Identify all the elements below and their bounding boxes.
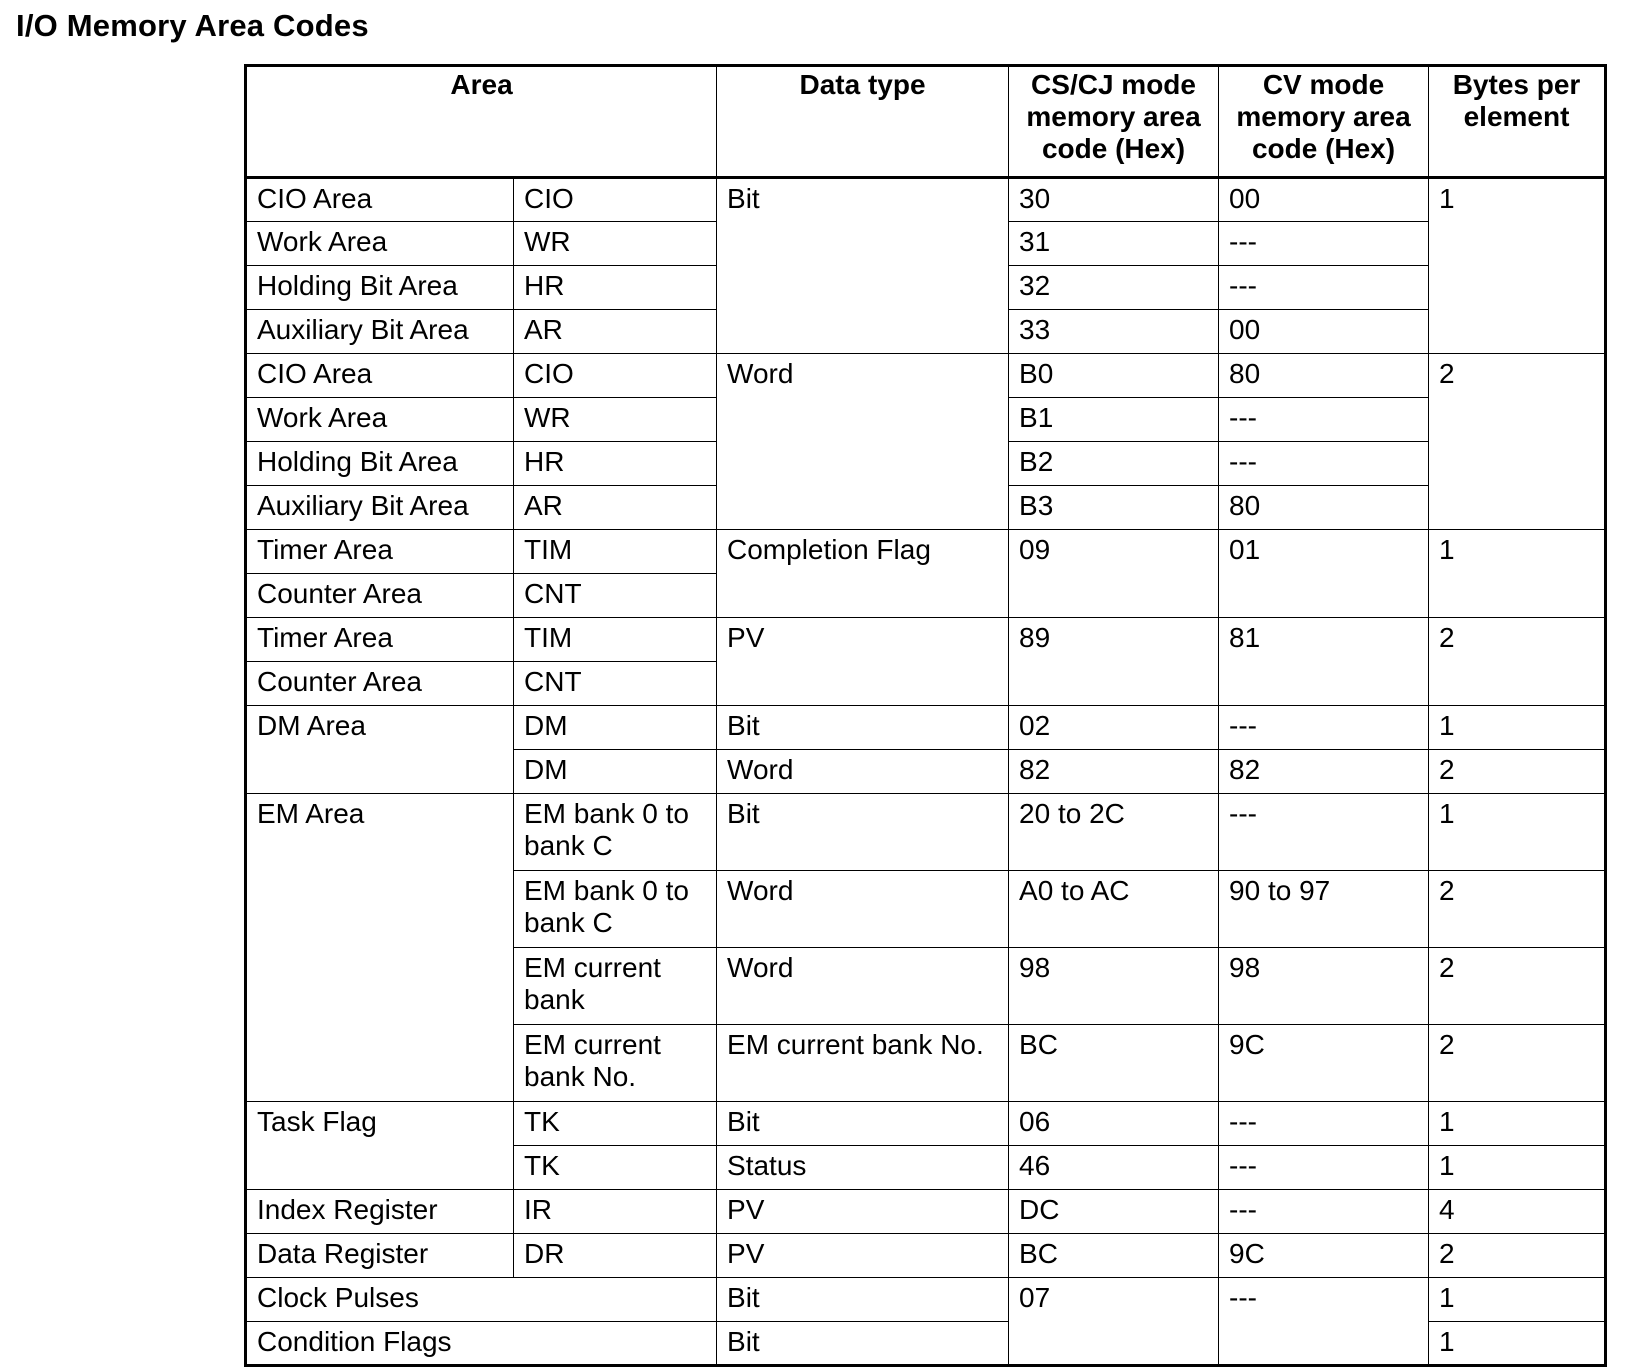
cv-code-cell: --- xyxy=(1219,398,1429,442)
cv-code-cell: 00 xyxy=(1219,178,1429,222)
table-row xyxy=(246,1190,1606,1234)
table-row xyxy=(246,1278,1606,1322)
area-cell: Holding Bit Area xyxy=(246,442,514,486)
abbr-cell: TK xyxy=(514,1102,717,1146)
bytes-cell: 1 xyxy=(1429,178,1606,354)
page-title: I/O Memory Area Codes xyxy=(16,8,369,43)
abbr-cell: CNT xyxy=(514,662,717,706)
bytes-cell: 1 xyxy=(1429,1322,1606,1366)
area-cell: Counter Area xyxy=(246,574,514,618)
bytes-cell: 2 xyxy=(1429,1234,1606,1278)
area-cell: Auxiliary Bit Area xyxy=(246,486,514,530)
bytes-cell: 2 xyxy=(1429,618,1606,706)
abbr-cell: EM bank 0 to bank C xyxy=(514,871,717,948)
abbr-cell: IR xyxy=(514,1190,717,1234)
abbr-cell: EM current bank No. xyxy=(514,1025,717,1102)
cscj-code-cell: 46 xyxy=(1009,1146,1219,1190)
bytes-cell: 1 xyxy=(1429,1102,1606,1146)
area-cell: Auxiliary Bit Area xyxy=(246,310,514,354)
cscj-code-cell: 31 xyxy=(1009,222,1219,266)
header-data-type: Data type xyxy=(717,66,1009,178)
abbr-cell: EM current bank xyxy=(514,948,717,1025)
cv-code-cell: 80 xyxy=(1219,486,1429,530)
memory-area-codes-table xyxy=(244,64,1607,1367)
bytes-cell: 1 xyxy=(1429,1146,1606,1190)
header-row xyxy=(246,66,1606,178)
abbr-cell: WR xyxy=(514,222,717,266)
abbr-cell: HR xyxy=(514,266,717,310)
cscj-code-cell: 02 xyxy=(1009,706,1219,750)
cscj-code-cell: A0 to AC xyxy=(1009,871,1219,948)
cv-code-cell: --- xyxy=(1219,1190,1429,1234)
header-area: Area xyxy=(246,66,717,178)
cscj-code-cell: B2 xyxy=(1009,442,1219,486)
data-type-cell: Word xyxy=(717,750,1009,794)
cscj-code-cell: 82 xyxy=(1009,750,1219,794)
abbr-cell: DM xyxy=(514,706,717,750)
header-cv-code: CV mode memory area code (Hex) xyxy=(1219,66,1429,178)
data-type-cell: Bit xyxy=(717,794,1009,871)
data-type-cell: Bit xyxy=(717,178,1009,354)
data-type-cell: PV xyxy=(717,1190,1009,1234)
cv-code-cell: --- xyxy=(1219,1278,1429,1366)
area-cell: Condition Flags xyxy=(246,1322,717,1366)
abbr-cell: EM bank 0 to bank C xyxy=(514,794,717,871)
area-cell: Timer Area xyxy=(246,618,514,662)
bytes-cell: 1 xyxy=(1429,706,1606,750)
cv-code-cell: --- xyxy=(1219,1102,1429,1146)
area-cell: CIO Area xyxy=(246,354,514,398)
cv-code-cell: --- xyxy=(1219,442,1429,486)
cscj-code-cell: 98 xyxy=(1009,948,1219,1025)
abbr-cell: CIO xyxy=(514,354,717,398)
cscj-code-cell: 09 xyxy=(1009,530,1219,618)
abbr-cell: DR xyxy=(514,1234,717,1278)
area-cell: Work Area xyxy=(246,222,514,266)
cv-code-cell: 81 xyxy=(1219,618,1429,706)
data-type-cell: Bit xyxy=(717,1322,1009,1366)
data-type-cell: Status xyxy=(717,1146,1009,1190)
bytes-cell: 1 xyxy=(1429,1278,1606,1322)
area-cell: Task Flag xyxy=(246,1102,514,1190)
cv-code-cell: --- xyxy=(1219,266,1429,310)
cv-code-cell: 82 xyxy=(1219,750,1429,794)
table-row xyxy=(246,1234,1606,1278)
bytes-cell: 4 xyxy=(1429,1190,1606,1234)
data-type-cell: Word xyxy=(717,871,1009,948)
data-type-cell: PV xyxy=(717,618,1009,706)
bytes-cell: 2 xyxy=(1429,871,1606,948)
table-row xyxy=(246,178,1606,222)
data-type-cell: Bit xyxy=(717,1278,1009,1322)
cscj-code-cell: 07 xyxy=(1009,1278,1219,1366)
abbr-cell: AR xyxy=(514,486,717,530)
area-cell: Data Register xyxy=(246,1234,514,1278)
table-row xyxy=(246,706,1606,750)
abbr-cell: TK xyxy=(514,1146,717,1190)
cv-code-cell: 9C xyxy=(1219,1025,1429,1102)
cscj-code-cell: BC xyxy=(1009,1234,1219,1278)
abbr-cell: DM xyxy=(514,750,717,794)
area-cell: Counter Area xyxy=(246,662,514,706)
cv-code-cell: --- xyxy=(1219,222,1429,266)
cscj-code-cell: B3 xyxy=(1009,486,1219,530)
data-type-cell: Word xyxy=(717,948,1009,1025)
cv-code-cell: 80 xyxy=(1219,354,1429,398)
cscj-code-cell: 89 xyxy=(1009,618,1219,706)
cscj-code-cell: 33 xyxy=(1009,310,1219,354)
cscj-code-cell: B0 xyxy=(1009,354,1219,398)
data-type-cell: Bit xyxy=(717,706,1009,750)
bytes-cell: 1 xyxy=(1429,794,1606,871)
bytes-cell: 1 xyxy=(1429,530,1606,618)
bytes-cell: 2 xyxy=(1429,750,1606,794)
table-row xyxy=(246,1102,1606,1146)
cv-code-cell: 98 xyxy=(1219,948,1429,1025)
bytes-cell: 2 xyxy=(1429,354,1606,530)
table-row xyxy=(246,794,1606,871)
data-type-cell: EM current bank No. xyxy=(717,1025,1009,1102)
cv-code-cell: 00 xyxy=(1219,310,1429,354)
area-cell: CIO Area xyxy=(246,178,514,222)
abbr-cell: CIO xyxy=(514,178,717,222)
data-type-cell: Word xyxy=(717,354,1009,530)
data-type-cell: PV xyxy=(717,1234,1009,1278)
cv-code-cell: --- xyxy=(1219,706,1429,750)
abbr-cell: TIM xyxy=(514,530,717,574)
cscj-code-cell: 06 xyxy=(1009,1102,1219,1146)
area-cell: EM Area xyxy=(246,794,514,1102)
cscj-code-cell: 30 xyxy=(1009,178,1219,222)
header-cscj-code: CS/CJ mode memory area code (Hex) xyxy=(1009,66,1219,178)
table-row xyxy=(246,354,1606,398)
header-bytes-per-element: Bytes per element xyxy=(1429,66,1606,178)
cv-code-cell: --- xyxy=(1219,794,1429,871)
data-type-cell: Bit xyxy=(717,1102,1009,1146)
cv-code-cell: --- xyxy=(1219,1146,1429,1190)
data-type-cell: Completion Flag xyxy=(717,530,1009,618)
abbr-cell: HR xyxy=(514,442,717,486)
cv-code-cell: 9C xyxy=(1219,1234,1429,1278)
table-row xyxy=(246,530,1606,574)
abbr-cell: AR xyxy=(514,310,717,354)
cscj-code-cell: BC xyxy=(1009,1025,1219,1102)
area-cell: Work Area xyxy=(246,398,514,442)
abbr-cell: CNT xyxy=(514,574,717,618)
cscj-code-cell: 32 xyxy=(1009,266,1219,310)
abbr-cell: WR xyxy=(514,398,717,442)
area-cell: DM Area xyxy=(246,706,514,794)
bytes-cell: 2 xyxy=(1429,948,1606,1025)
cscj-code-cell: 20 to 2C xyxy=(1009,794,1219,871)
cv-code-cell: 90 to 97 xyxy=(1219,871,1429,948)
table-row xyxy=(246,618,1606,662)
cscj-code-cell: DC xyxy=(1009,1190,1219,1234)
area-cell: Clock Pulses xyxy=(246,1278,717,1322)
cv-code-cell: 01 xyxy=(1219,530,1429,618)
cscj-code-cell: B1 xyxy=(1009,398,1219,442)
area-cell: Holding Bit Area xyxy=(246,266,514,310)
bytes-cell: 2 xyxy=(1429,1025,1606,1102)
abbr-cell: TIM xyxy=(514,618,717,662)
area-cell: Index Register xyxy=(246,1190,514,1234)
area-cell: Timer Area xyxy=(246,530,514,574)
